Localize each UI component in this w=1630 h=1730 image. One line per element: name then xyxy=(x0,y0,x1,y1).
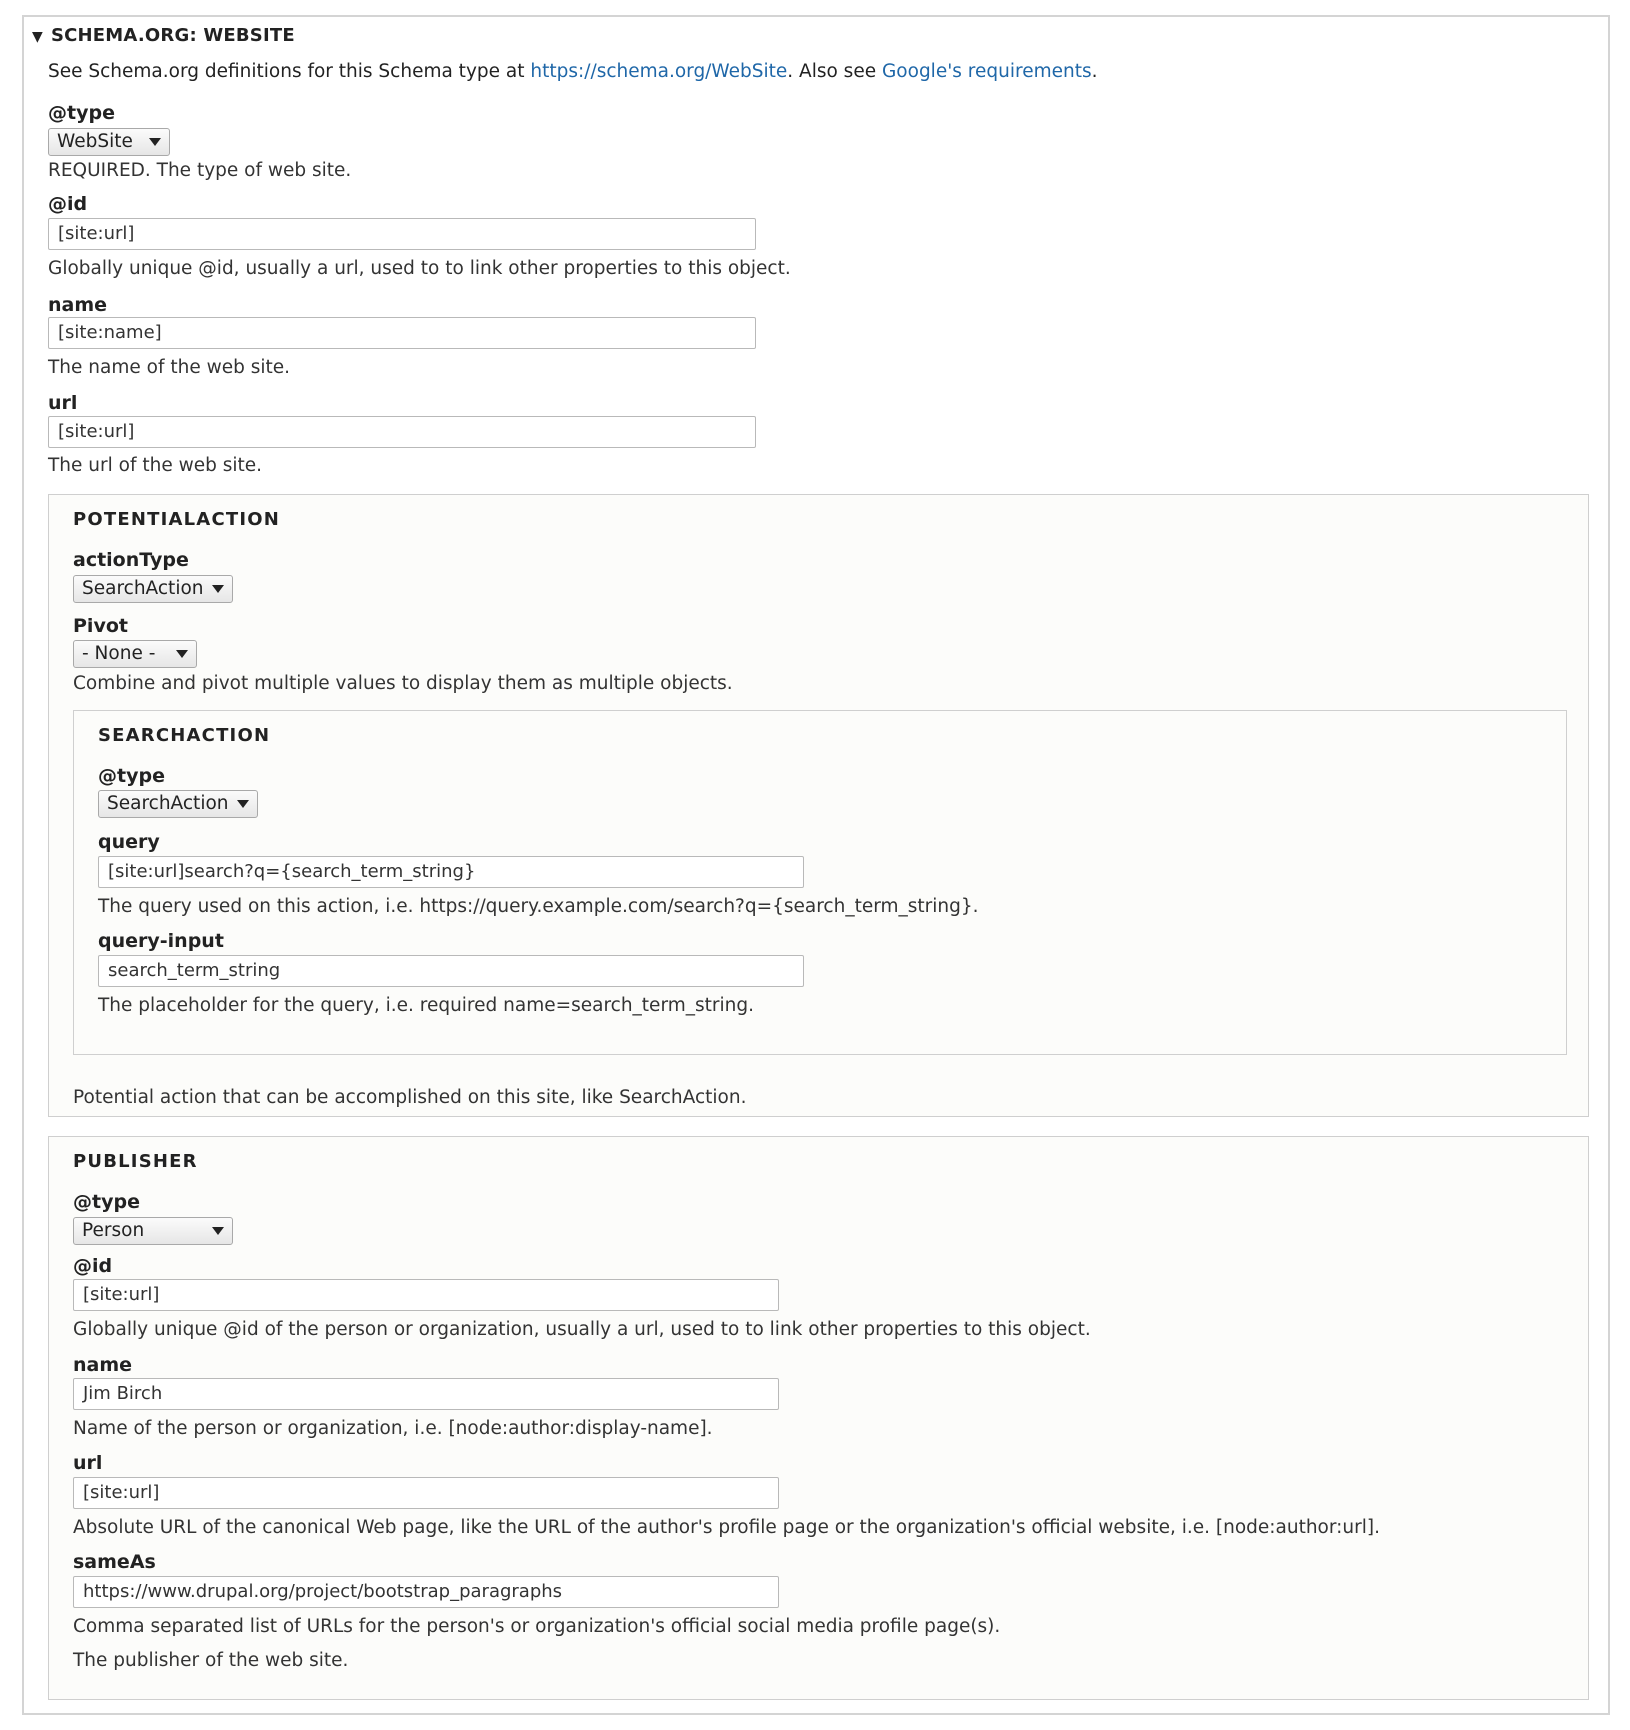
triangle-down-icon: ▼ xyxy=(32,29,43,45)
schema-org-link[interactable]: https://schema.org/WebSite xyxy=(530,61,788,82)
type-select[interactable] xyxy=(48,128,170,156)
query-input-desc: The placeholder for the query, i.e. required name=search_term_string. xyxy=(98,995,754,1016)
google-requirements-link[interactable]: Google's requirements xyxy=(881,61,1092,82)
intro-text xyxy=(48,61,1098,82)
publisher-id-input[interactable]: [site:url] xyxy=(73,1279,779,1311)
section-toggle[interactable] xyxy=(32,25,295,46)
publisher-type-label: @type xyxy=(73,1191,140,1213)
url-label: url xyxy=(48,392,78,414)
publisher-desc: The publisher of the web site. xyxy=(73,1650,349,1671)
potential-action-fieldset xyxy=(48,494,1589,1117)
publisher-url-input[interactable]: [site:url] xyxy=(73,1477,779,1509)
name-desc: The name of the web site. xyxy=(48,357,291,378)
same-as-label: sameAs xyxy=(73,1551,156,1573)
section-title: SCHEMA.ORG: WEBSITE xyxy=(50,25,295,46)
action-type-label: actionType xyxy=(73,549,189,571)
search-type-select-value: SearchAction xyxy=(107,793,229,814)
search-type-label: @type xyxy=(98,765,165,787)
publisher-id-label: @id xyxy=(73,1255,113,1277)
pivot-label: Pivot xyxy=(73,615,128,637)
same-as-input[interactable]: https://www.drupal.org/project/bootstrap_paragraphs xyxy=(73,1576,779,1608)
action-type-select-value: SearchAction xyxy=(82,578,204,599)
intro-prefix: See Schema.org definitions for this Schema type at xyxy=(48,61,531,82)
publisher-type-select-value: Person xyxy=(82,1220,145,1241)
action-type-select[interactable] xyxy=(73,575,233,603)
publisher-id-desc: Globally unique @id of the person or organization, usually a url, used to to link other properties to this object. xyxy=(73,1319,1091,1340)
caret-down-icon xyxy=(212,1227,224,1235)
url-desc: The url of the web site. xyxy=(48,455,263,476)
same-as-desc: Comma separated list of URLs for the person's or organization's official social media profile page(s). xyxy=(73,1616,1001,1637)
schema-website-details xyxy=(22,15,1610,1715)
publisher-name-desc: Name of the person or organization, i.e. [node:author:display-name]. xyxy=(73,1418,713,1439)
pivot-select[interactable] xyxy=(73,640,197,668)
query-input-label: query-input xyxy=(98,930,224,952)
name-input[interactable]: [site:name] xyxy=(48,317,756,349)
pivot-select-value: - None - xyxy=(82,643,156,664)
publisher-name-label: name xyxy=(73,1354,133,1376)
pivot-desc: Combine and pivot multiple values to display them as multiple objects. xyxy=(73,673,733,694)
publisher-url-label: url xyxy=(73,1452,103,1474)
name-label: name xyxy=(48,294,108,316)
caret-down-icon xyxy=(149,138,161,146)
potential-action-desc: Potential action that can be accomplished on this site, like SearchAction. xyxy=(73,1087,747,1108)
caret-down-icon xyxy=(212,585,224,593)
intro-suffix: . xyxy=(1091,61,1098,82)
id-label: @id xyxy=(48,193,88,215)
type-select-value: WebSite xyxy=(57,131,133,152)
caret-down-icon xyxy=(237,800,249,808)
potential-action-legend: POTENTIALACTION xyxy=(73,509,280,530)
type-label: @type xyxy=(48,102,115,124)
id-desc: Globally unique @id, usually a url, used to to link other properties to this object. xyxy=(48,258,791,279)
search-action-legend: SEARCHACTION xyxy=(98,725,271,746)
type-desc: REQUIRED. The type of web site. xyxy=(48,160,352,181)
url-input[interactable]: [site:url] xyxy=(48,416,756,448)
search-action-fieldset xyxy=(73,710,1567,1055)
query-label: query xyxy=(98,831,160,853)
publisher-name-input[interactable]: Jim Birch xyxy=(73,1378,779,1410)
intro-mid: . Also see xyxy=(787,61,882,82)
search-type-select[interactable] xyxy=(98,790,258,818)
id-input[interactable]: [site:url] xyxy=(48,218,756,250)
query-desc: The query used on this action, i.e. https://query.example.com/search?q={search_term_string}. xyxy=(98,896,979,917)
query-input[interactable]: [site:url]search?q={search_term_string} xyxy=(98,856,804,888)
publisher-url-desc: Absolute URL of the canonical Web page, like the URL of the author's profile page or the organization's official website, i.e. [node:author:url]. xyxy=(73,1517,1380,1538)
caret-down-icon xyxy=(176,650,188,658)
publisher-type-select[interactable] xyxy=(73,1217,233,1245)
publisher-legend: PUBLISHER xyxy=(73,1151,198,1172)
publisher-fieldset xyxy=(48,1136,1589,1700)
query-input-field[interactable]: search_term_string xyxy=(98,955,804,987)
